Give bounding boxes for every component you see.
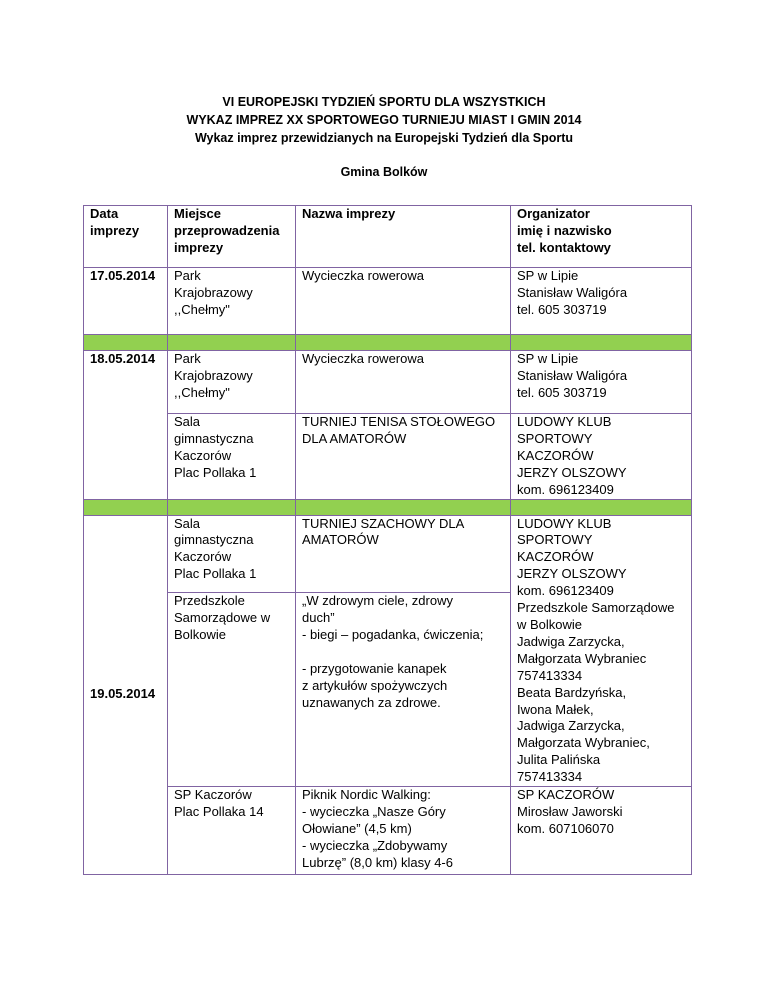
header-organizer: Organizator imię i nazwisko tel. kontaktowy <box>511 206 692 268</box>
event-name: TURNIEJ SZACHOWY DLA AMATORÓW <box>296 515 511 593</box>
separator-row <box>84 335 692 351</box>
municipality-title: Gmina Bolków <box>340 165 428 179</box>
event-date: 18.05.2014 <box>84 351 168 500</box>
event-place: SP Kaczorów Plac Pollaka 14 <box>168 787 296 875</box>
events-table <box>83 205 692 875</box>
event-organizer: SP KACZORÓW Mirosław Jaworski kom. 607106070 <box>511 787 692 875</box>
event-date: 17.05.2014 <box>84 268 168 335</box>
table-row <box>84 515 692 593</box>
separator-row <box>84 499 692 515</box>
document-header <box>0 93 768 147</box>
event-name: „W zdrowym ciele, zdrowy duch” - biegi – pogadanka, ćwiczenia; - przygotowanie kanapek z artykułów spożywczych uznawanych za zdrowe. <box>296 593 511 787</box>
event-name: Wycieczka rowerowa <box>296 351 511 414</box>
header-event-name: Nazwa imprezy <box>296 206 511 268</box>
table-row <box>84 414 692 500</box>
header-line-2: WYKAZ IMPREZ XX SPORTOWEGO TURNIEJU MIAST I GMIN 2014 <box>186 113 582 127</box>
table-row <box>84 787 692 875</box>
header-place: Miejsce przeprowadzenia imprezy <box>168 206 296 268</box>
header-date: Data imprezy <box>84 206 168 268</box>
event-organizer: LUDOWY KLUB SPORTOWY KACZORÓW JERZY OLSZOWY kom. 696123409 Przedszkole Samorządowe w Bolkowie Jadwiga Zarzycka, Małgorzata Wybraniec 757413334 Beata Bardzyńska, Iwona Małek, Jadwiga Zarzycka, Małgorzata Wybraniec, Julita Palińska 757413334 <box>511 515 692 787</box>
event-place: Przedszkole Samorządowe w Bolkowie <box>168 593 296 787</box>
header-line-3: Wykaz imprez przewidzianych na Europejski Tydzień dla Sportu <box>194 131 574 145</box>
event-date: 19.05.2014 <box>84 515 168 875</box>
event-organizer: LUDOWY KLUB SPORTOWY KACZORÓW JERZY OLSZOWY kom. 696123409 <box>511 414 692 500</box>
table-header-row <box>84 206 692 268</box>
event-place: Sala gimnastyczna Kaczorów Plac Pollaka 1 <box>168 515 296 593</box>
event-organizer: SP w Lipie Stanisław Waligóra tel. 605 303719 <box>511 268 692 335</box>
event-organizer: SP w Lipie Stanisław Waligóra tel. 605 303719 <box>511 351 692 414</box>
event-place: Park Krajobrazowy ,,Chełmy" <box>168 268 296 335</box>
event-name: TURNIEJ TENISA STOŁOWEGO DLA AMATORÓW <box>296 414 511 500</box>
header-line-1: VI EUROPEJSKI TYDZIEŃ SPORTU DLA WSZYSTKICH <box>222 95 546 109</box>
event-place: Sala gimnastyczna Kaczorów Plac Pollaka 1 <box>168 414 296 500</box>
table-row <box>84 268 692 335</box>
event-name: Wycieczka rowerowa <box>296 268 511 335</box>
event-name: Piknik Nordic Walking: - wycieczka „Nasze Góry Ołowiane” (4,5 km) - wycieczka „Zdobywamy Lubrzę” (8,0 km) klasy 4-6 <box>296 787 511 875</box>
table-row <box>84 351 692 414</box>
event-place: Park Krajobrazowy ,,Chełmy" <box>168 351 296 414</box>
